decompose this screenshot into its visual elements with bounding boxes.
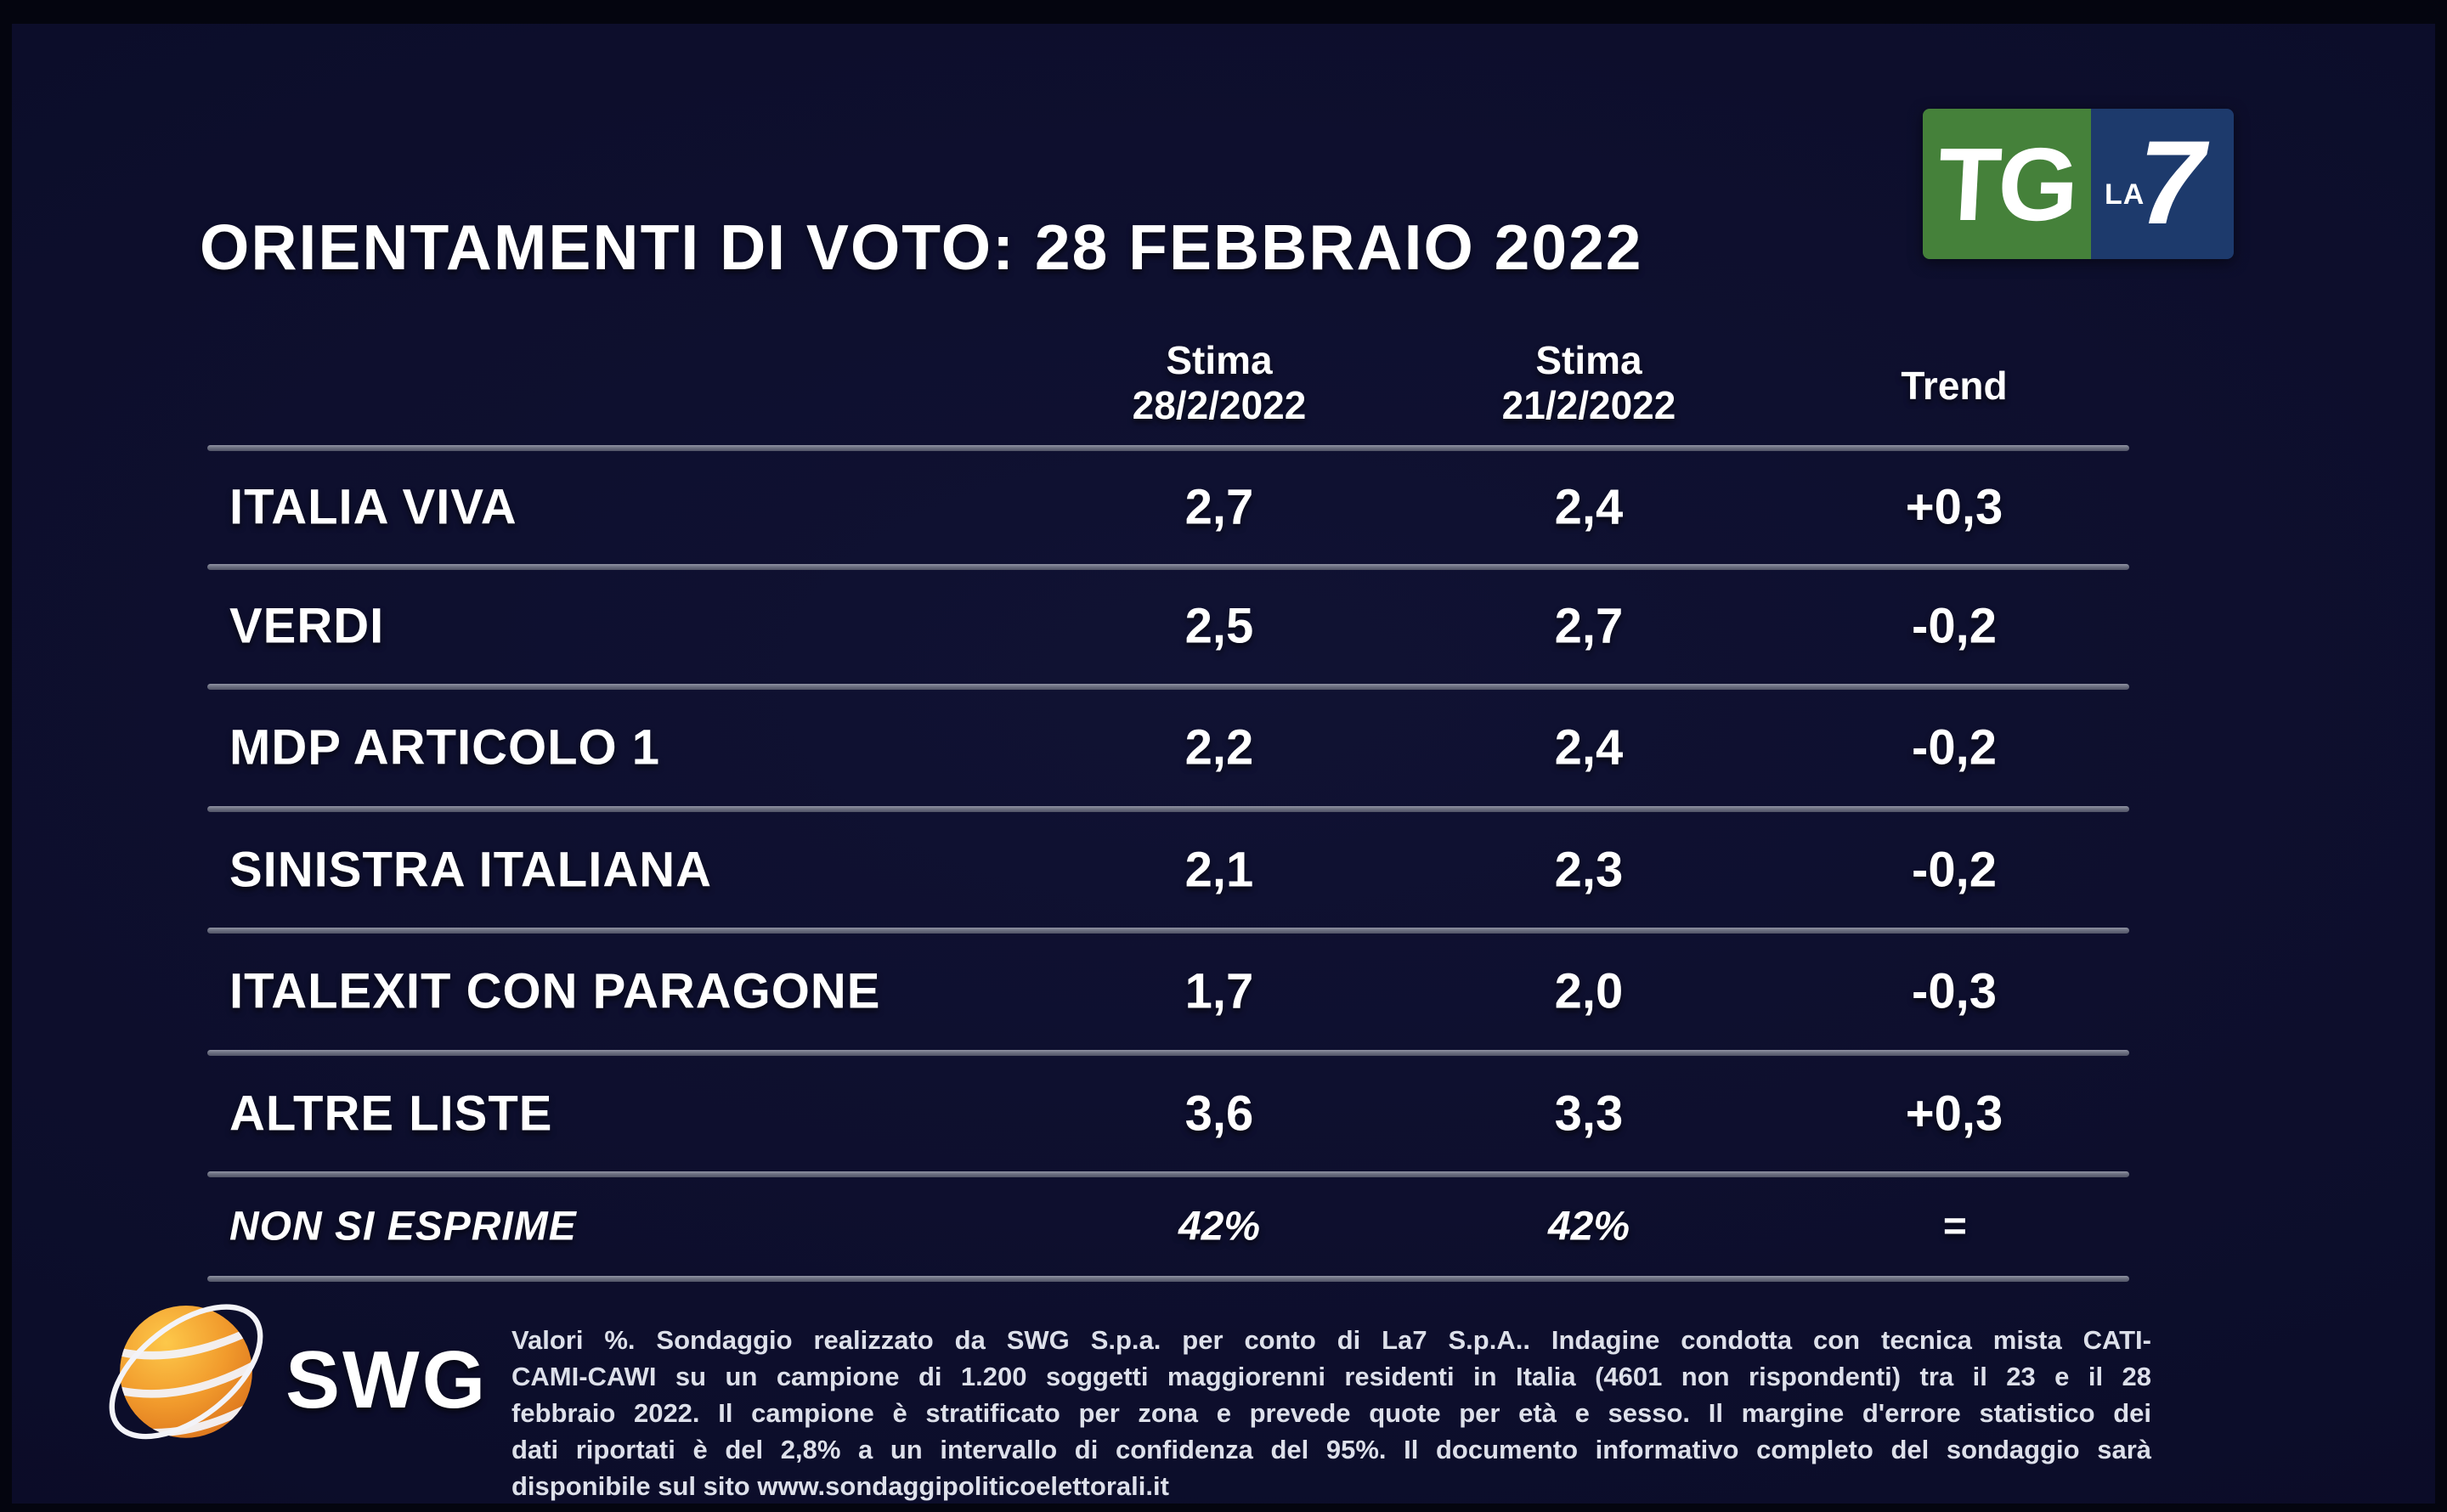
disclaimer-line: CAMI-CAWI su un campione di 1.200 soggetti maggiorenni residenti in Italia (4601 non rispondenti) tra il 23 e il 28: [511, 1362, 2151, 1391]
stima-current-value: 3,6: [1184, 1086, 1254, 1141]
tg-la7-logo: [1923, 109, 2234, 259]
trend-value: -0,2: [1912, 598, 1997, 654]
table-row: [207, 809, 2133, 930]
party-label: NON SI ESPRIME: [229, 1204, 577, 1249]
header-line: 28/2/2022: [1132, 383, 1307, 427]
stima-current-value: 2,7: [1184, 479, 1254, 535]
table-row-non-si-esprime: [207, 1174, 2133, 1278]
trend-value: -0,3: [1912, 963, 1997, 1019]
trend-value: -0,2: [1912, 719, 1997, 776]
la7-logo-seven-text: 7: [2139, 116, 2205, 249]
stima-current-value: 2,5: [1184, 598, 1254, 654]
stima-previous-value: 2,4: [1554, 479, 1624, 535]
stima-previous-value: 3,3: [1554, 1086, 1624, 1141]
methodology-disclaimer: [511, 1322, 2151, 1504]
table-row: [207, 448, 2133, 567]
la7-logo-navy-box: [2091, 109, 2234, 259]
stima-previous-value: 2,7: [1554, 598, 1624, 654]
swg-logo-text: SWG: [285, 1334, 489, 1425]
trend-value: +0,3: [1905, 479, 2003, 535]
stima-previous-value: 42%: [1547, 1204, 1630, 1249]
party-label: MDP ARTICOLO 1: [229, 719, 661, 776]
stima-current-value: 2,2: [1184, 719, 1254, 776]
party-label: SINISTRA ITALIANA: [229, 842, 712, 897]
column-header-trend: Trend: [1901, 364, 2008, 408]
party-label: ALTRE LISTE: [229, 1086, 553, 1141]
header-line: 21/2/2022: [1501, 383, 1676, 427]
stima-current-value: 2,1: [1184, 842, 1254, 897]
stima-current-value: 42%: [1178, 1204, 1261, 1249]
disclaimer-line: Valori %. Sondaggio realizzato da SWG S.p.a. per conto di La7 S.p.A.. Indagine condotta con tecnica mista CATI-: [511, 1325, 2151, 1355]
page-title: ORIENTAMENTI DI VOTO: 28 FEBBRAIO 2022: [200, 212, 1643, 283]
trend-value: =: [1941, 1204, 1967, 1249]
party-label: VERDI: [229, 598, 385, 654]
party-label: ITALIA VIVA: [229, 479, 517, 535]
header-line: Stima: [1166, 338, 1273, 382]
table-row: [207, 930, 2133, 1052]
tg-logo-green-box: [1923, 109, 2091, 259]
stima-previous-value: 2,0: [1554, 963, 1624, 1019]
disclaimer-line: dati riportati è del 2,8% a un intervallo di confidenza del 95%. Il documento informativo completo del sondaggio sarà: [511, 1435, 2151, 1464]
trend-value: -0,2: [1912, 842, 1997, 897]
table-row: [207, 1052, 2133, 1174]
column-header-stima-previous: [1368, 338, 1810, 428]
disclaimer-line: febbraio 2022. Il campione è stratificato per zona e prevede quote per età e sesso. Il margine d'errore statistico dei: [511, 1398, 2151, 1428]
table-row: [207, 567, 2133, 685]
tg-logo-text: TG: [1935, 126, 2079, 242]
stima-previous-value: 2,4: [1554, 719, 1624, 776]
party-label: ITALEXIT CON PARAGONE: [229, 963, 881, 1019]
disclaimer-line: disponibile sul sito www.sondaggipoliticoelettorali.it: [511, 1471, 1169, 1501]
swg-globe-icon: [95, 1289, 277, 1459]
table-row: [207, 686, 2133, 809]
stima-current-value: 1,7: [1184, 963, 1254, 1019]
trend-value: +0,3: [1905, 1086, 2003, 1141]
stima-previous-value: 2,3: [1554, 842, 1624, 897]
header-line: Stima: [1535, 338, 1642, 382]
la7-logo-la-text: LA: [2105, 178, 2145, 211]
